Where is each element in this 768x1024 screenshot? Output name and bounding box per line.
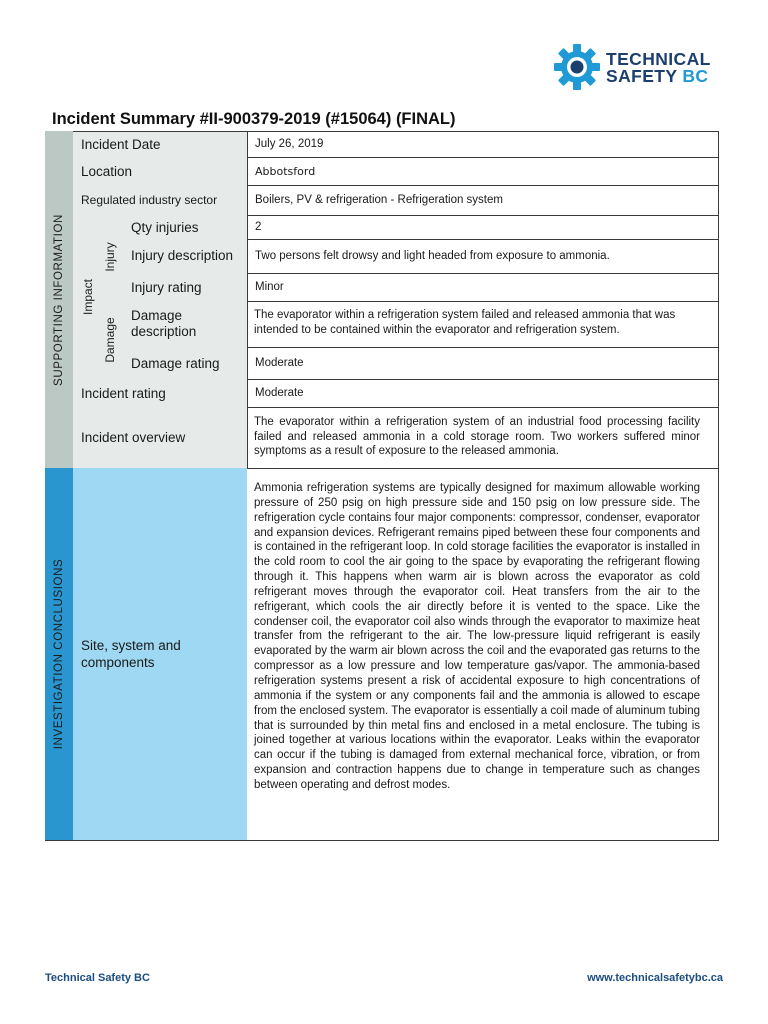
row-divider: [247, 215, 719, 216]
logo-line-2: SAFETY: [606, 66, 678, 86]
incident-date-value: July 26, 2019: [247, 131, 719, 157]
location-value: Abbotsford: [247, 157, 719, 185]
row-divider: [247, 185, 719, 186]
qty-injuries-value: 2: [247, 215, 719, 239]
document-title: Incident Summary #II-900379-2019 (#15064) (FINAL): [52, 110, 456, 128]
incident-date-label: Incident Date: [73, 131, 247, 157]
logo-wordmark: [606, 51, 711, 85]
technical-safety-bc-logo: [553, 43, 723, 95]
column-divider: [247, 131, 248, 468]
damage-description-value: The evaporator within a refrigeration system failed and released ammonia that was intended to be contained within the evaporator and refrigeration system.: [254, 309, 676, 336]
gear-logo-icon: [553, 43, 601, 91]
damage-rating-value: Moderate: [247, 347, 719, 379]
location-label: Location: [73, 157, 247, 185]
sector-value: Boilers, PV & refrigeration - Refrigeration system: [247, 185, 719, 215]
footer-website-link[interactable]: www.technicalsafetybc.ca: [587, 972, 723, 984]
logo-line-2-bc: BC: [682, 66, 709, 86]
damage-rating-label: Damage rating: [124, 347, 247, 379]
site-system-value: Ammonia refrigeration systems are typically designed for maximum allowable working pressure of 250 psig on high pressure side and 150 psig on low pressure side. The refrigeration cycle contains four major components: compressor, condenser, evaporator and expansion devices. Refrigerant remains piped between these four components and is contained in the refrigerant loop. In cold storage facilities the evaporator is installed in the cold room to cool the air going to the space by evaporating the refrigerant flowing through it. This happens when warm air is blown across the evaporator as cold refrigerant moves through the evaporator coil. Heat transfers from the air to the refrigerant, which cools the air directly before it is vented to the space. Like the condenser coil, the evaporator coil also winds through the evaporator to maximize heat transfer from the refrigerant to the air. The low-pressure liquid refrigerant is easily evaporated by the warm air blown across the coil and the evaporated gas returns to the compressor as a low pressure and low temperature gas/vapor. The ammonia-based refrigeration systems present a risk of accidental exposure to high concentrations of ammonia if the system or any components fail and the ammonia is allowed to escape from the enclosed system. The evaporator is essentially a coil made of aluminum tubing that is surrounded by thin metal fins and enclosed in a metal enclosure. The tubing is joined together at various locations within the evaporator. Leaks within the evaporator can occur if the tubing is damaged from external mechanical force, vibration, or from expansion and contraction happens due to change in temperature such as changes between operating and defrost modes.: [254, 482, 700, 791]
row-divider: [247, 301, 719, 302]
injury-rating-label: Injury rating: [124, 273, 247, 301]
investigation-conclusions-band: [45, 468, 73, 840]
row-divider: [247, 239, 719, 240]
injury-description-value: Two persons felt drowsy and light headed from exposure to ammonia.: [247, 239, 719, 273]
table-border-top: [73, 131, 719, 132]
qty-injuries-label: Qty injuries: [124, 215, 247, 239]
damage-description-label: Damage description: [124, 301, 234, 347]
table-border-right: [718, 131, 719, 841]
impact-label: Impact: [81, 278, 95, 316]
row-divider: [247, 379, 719, 380]
injury-rating-value: Minor: [247, 273, 719, 301]
logo-line-1: TECHNICAL: [606, 49, 711, 69]
investigation-conclusions-label: INVESTIGATION CONCLUSIONS: [53, 558, 65, 750]
incident-rating-value: Moderate: [247, 379, 719, 407]
damage-group-label: Damage: [103, 317, 117, 363]
site-system-label: Site, system and components: [73, 468, 247, 840]
sector-label: Regulated industry sector: [73, 185, 247, 215]
row-divider: [247, 468, 719, 469]
supporting-information-label: SUPPORTING INFORMATION: [53, 213, 65, 386]
row-divider: [247, 407, 719, 408]
table-border-bottom: [45, 840, 719, 841]
supporting-information-band: [45, 131, 73, 468]
incident-rating-label: Incident rating: [73, 379, 247, 407]
injury-description-label: Injury description: [124, 239, 234, 273]
incident-overview-label: Incident overview: [73, 407, 247, 468]
footer-organization: Technical Safety BC: [45, 972, 150, 984]
row-divider: [247, 347, 719, 348]
row-divider: [247, 157, 719, 158]
row-divider: [247, 273, 719, 274]
injury-group-label: Injury: [103, 242, 117, 272]
incident-overview-value: The evaporator within a refrigeration system of an industrial food processing facility failed and released ammonia in a cold storage room. Two workers suffered minor symptoms as a result of exposure to the released ammonia.: [254, 416, 700, 458]
